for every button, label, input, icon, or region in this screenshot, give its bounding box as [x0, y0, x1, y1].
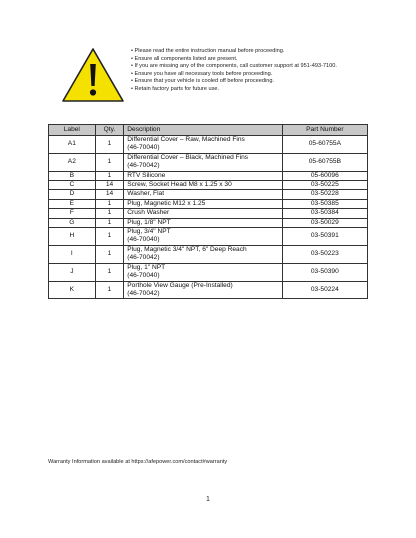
cell-description — [124, 136, 282, 154]
table-row — [49, 136, 368, 154]
note-line: • Ensure that your vehicle is cooled off before proceeding. — [131, 78, 275, 85]
description-line: (46-70042) — [127, 289, 160, 297]
header-label: Label — [49, 125, 96, 136]
cell-description — [124, 171, 282, 180]
cell-description — [124, 218, 282, 227]
description-line: Porthole View Gauge (Pre-Installed) — [127, 281, 233, 289]
table-row — [49, 245, 368, 263]
cell-label: E — [49, 199, 96, 208]
cell-part-number: 03-50223 — [282, 245, 367, 263]
header-description: Description — [124, 125, 282, 136]
cell-part-number: 03-50228 — [282, 190, 367, 199]
cell-qty: 1 — [95, 218, 124, 227]
cell-part-number: 03-50029 — [282, 218, 367, 227]
cell-description — [124, 190, 282, 199]
cell-qty: 14 — [95, 190, 124, 199]
cell-label: A2 — [49, 153, 96, 171]
warranty-info: Warranty Information available at https://afepower.com/contact#warranty — [48, 459, 228, 465]
cell-qty: 1 — [95, 136, 124, 154]
description-line: RTV Silicone — [127, 171, 166, 179]
table-row — [49, 281, 368, 299]
note-line: • Please read the entire instruction manual before proceeding. — [131, 48, 285, 54]
cell-part-number: 03-50384 — [282, 209, 367, 218]
cell-part-number: 03-50390 — [282, 263, 367, 281]
description-line: Plug, 3/4" NPT — [127, 228, 171, 236]
description-line: (46-70042) — [127, 254, 160, 262]
cell-qty: 1 — [95, 263, 124, 281]
note-line: • Ensure you have all necessary tools before proceeding. — [131, 70, 273, 77]
description-line: Crush Washer — [127, 209, 170, 217]
cell-label: F — [49, 209, 96, 218]
description-line: Plug, 1" NPT — [127, 263, 166, 271]
warning-triangle-icon — [60, 46, 126, 104]
table-row — [49, 228, 368, 246]
cell-part-number: 03-50385 — [282, 199, 367, 208]
note-line: • If you are missing any of the components, call customer support at 951-493-7100. — [131, 63, 337, 70]
parts-table-body — [49, 136, 368, 299]
cell-qty: 1 — [95, 245, 124, 263]
table-row — [49, 263, 368, 281]
cell-description — [124, 181, 282, 190]
cell-label: C — [49, 181, 96, 190]
cell-description — [124, 245, 282, 263]
cell-part-number: 03-50224 — [282, 281, 367, 299]
cell-label: I — [49, 245, 96, 263]
description-line: Screw, Socket Head M8 x 1.25 x 30 — [127, 181, 232, 189]
table-row — [49, 218, 368, 227]
table-row — [49, 199, 368, 208]
cell-description — [124, 228, 282, 246]
cell-description — [124, 209, 282, 218]
cell-qty: 1 — [95, 171, 124, 180]
cell-part-number: 03-50391 — [282, 228, 367, 246]
description-line: (46-70042) — [127, 162, 160, 170]
table-row — [49, 171, 368, 180]
instruction-notes — [131, 48, 411, 94]
cell-part-number: 05-60755A — [282, 136, 367, 154]
cell-label: H — [49, 228, 96, 246]
table-row — [49, 181, 368, 190]
description-line: Plug, Magnetic M12 x 1.25 — [127, 199, 206, 207]
description-line: Plug, Magnetic 3/4" NPT, 6" Deep Reach — [127, 245, 247, 253]
cell-description — [124, 199, 282, 208]
cell-label: K — [49, 281, 96, 299]
cell-label: B — [49, 171, 96, 180]
table-row — [49, 153, 368, 171]
cell-description — [124, 263, 282, 281]
description-line: (46-70040) — [127, 144, 160, 152]
cell-label: A1 — [49, 136, 96, 154]
table-row — [49, 209, 368, 218]
cell-qty: 1 — [95, 199, 124, 208]
header-qty: Qty. — [95, 125, 124, 136]
cell-qty: 1 — [95, 281, 124, 299]
cell-description — [124, 281, 282, 299]
cell-qty: 1 — [95, 209, 124, 218]
cell-label: J — [49, 263, 96, 281]
description-line: Washer, Flat — [127, 190, 165, 198]
cell-qty: 14 — [95, 181, 124, 190]
table-header-row — [49, 125, 368, 136]
header-part-number: Part Number — [282, 125, 367, 136]
page-number: 1 — [206, 496, 210, 503]
cell-label: D — [49, 190, 96, 199]
description-line: Differential Cover – Black, Machined Fins — [127, 153, 249, 161]
cell-part-number: 05-60755B — [282, 153, 367, 171]
description-line: Plug, 1/8" NPT — [127, 218, 171, 226]
table-row — [49, 190, 368, 199]
cell-label: G — [49, 218, 96, 227]
cell-part-number: 05-60096 — [282, 171, 367, 180]
cell-qty: 1 — [95, 228, 124, 246]
cell-part-number: 03-50225 — [282, 181, 367, 190]
note-line: • Ensure all components listed are present. — [131, 55, 238, 62]
description-line: Differential Cover – Raw, Machined Fins — [127, 136, 245, 143]
description-line: (46-70040) — [127, 236, 160, 244]
parts-table — [48, 124, 368, 299]
cell-description — [124, 153, 282, 171]
description-line: (46-70040) — [127, 272, 160, 280]
note-line: • Retain factory parts for future use. — [131, 85, 220, 92]
cell-qty: 1 — [95, 153, 124, 171]
